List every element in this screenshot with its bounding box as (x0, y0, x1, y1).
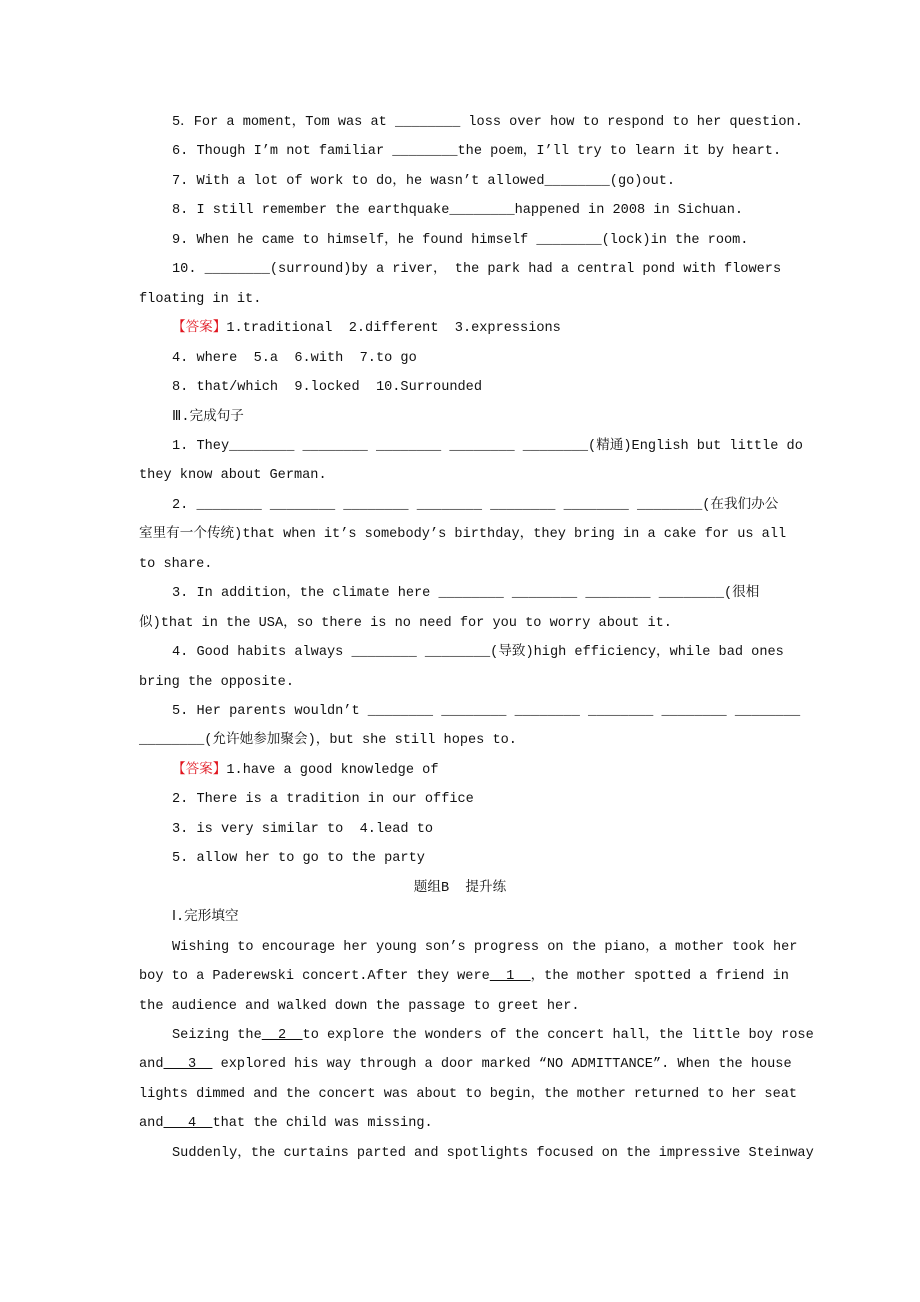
text-line (139, 614, 672, 634)
text-line (139, 967, 789, 987)
text-line (139, 525, 786, 545)
text-segment: 2. ________ ________ ________ ________ ________ ________ ________(在我们办公 (172, 497, 779, 513)
text-line (172, 761, 438, 781)
text-segment: 1.have a good knowledge of (226, 762, 439, 778)
text-segment: to explore the wonders of the concert hall，the little boy rose (302, 1027, 814, 1043)
text-segment: lights dimmed and the concert was about to begin，the mother returned to her seat (139, 1086, 798, 1102)
text-segment: 10. ________(surround)by a river， the park had a central pond with flowers (172, 262, 782, 278)
text-line (172, 319, 561, 339)
text-line (172, 113, 803, 133)
cloze-blank: 4 (163, 1116, 213, 1132)
text-segment: explored his way through a door marked “NO ADMITTANCE”. When the house (212, 1057, 792, 1073)
text-segment: 2. There is a tradition in our office (172, 792, 474, 808)
text-line (139, 1085, 797, 1105)
text-segment: 1.traditional 2.different 3.expressions (226, 321, 561, 337)
text-line (172, 231, 748, 251)
text-line (172, 584, 759, 604)
text-segment: 5. Her parents wouldn’t ________ ________ ________ ________ ________ ________ (172, 704, 801, 719)
text-line (172, 938, 797, 958)
text-segment: that the child was missing. (212, 1116, 433, 1132)
text-segment: the audience and walked down the passage to greet her. (139, 998, 580, 1014)
text-line (172, 378, 482, 398)
text-line (172, 643, 784, 663)
text-line (172, 172, 675, 192)
text-segment: Suddenly，the curtains parted and spotlights focused on the impressive Steinway (172, 1145, 814, 1161)
text-segment: Ⅲ.完成句子 (172, 409, 244, 425)
text-segment: 似)that in the USA，so there is no need for you to worry about it. (139, 615, 672, 631)
text-segment: and (139, 1116, 164, 1132)
text-line (139, 1114, 433, 1134)
text-line (172, 408, 244, 428)
text-segment: ________(允许她参加聚会)，but she still hopes to. (139, 733, 517, 749)
cloze-blank: 2 (261, 1027, 303, 1043)
text-segment: floating in it. (139, 291, 262, 307)
text-segment: Wishing to encourage her young son’s progress on the piano，a mother took her (172, 939, 798, 955)
text-line (172, 702, 800, 722)
text-segment: ，the mother spotted a friend in (530, 969, 789, 985)
text-segment: 4. where 5.a 6.with 7.to go (172, 350, 417, 366)
text-line (172, 437, 803, 457)
text-line (172, 496, 778, 516)
text-segment: they know about German. (139, 468, 327, 484)
text-segment: 7. With a lot of work to do，he wasn’t allowed________(go)out. (172, 173, 676, 189)
text-segment: 8. I still remember the earthquake________happened in 2008 in Sichuan. (172, 203, 744, 219)
text-segment: 1. They________ ________ ________ ________ ________(精通)English but little do (172, 438, 803, 454)
text-line (172, 142, 781, 162)
text-segment: 5．For a moment，Tom was at ________ loss over how to respond to her question. (172, 115, 803, 130)
text-segment: 5. allow her to go to the party (172, 851, 425, 867)
text-segment: 8. that/which 9.locked 10.Surrounded (172, 380, 482, 396)
text-segment: bring the opposite. (139, 674, 294, 690)
text-line (139, 466, 327, 486)
text-line (139, 731, 517, 751)
text-line (139, 1055, 792, 1075)
text-segment: and (139, 1057, 164, 1073)
text-segment: 6. Though I’m not familiar ________the poem，I’ll try to learn it by heart. (172, 144, 782, 160)
text-segment: 3. In addition，the climate here ________ ________ ________ ________(很相 (172, 586, 760, 602)
text-line (172, 1026, 814, 1046)
text-line (139, 673, 294, 693)
text-line (172, 260, 781, 280)
answer-label: 【答案】 (172, 321, 227, 337)
text-line (139, 555, 212, 575)
text-line (172, 1144, 814, 1164)
text-segment: 4. Good habits always ________ ________(导致)high efficiency，while bad ones (172, 645, 784, 661)
text-line (0, 879, 920, 899)
cloze-blank: 3 (163, 1057, 213, 1073)
text-segment: 3. is very similar to 4.lead to (172, 821, 434, 837)
text-segment: 室里有一个传统)that when it’s somebody’s birthday，they bring in a cake for us all (139, 527, 787, 543)
text-segment: 题组B 提升练 (413, 880, 507, 896)
text-line (172, 201, 743, 221)
text-segment: to share. (139, 556, 213, 572)
answer-label: 【答案】 (172, 762, 227, 778)
cloze-blank: 1 (489, 969, 531, 985)
text-line (172, 820, 433, 840)
text-segment: boy to a Paderewski concert.After they were (139, 969, 490, 985)
text-line (172, 349, 417, 369)
text-segment: 9. When he came to himself，he found himself ________(lock)in the room. (172, 232, 749, 248)
text-line (139, 997, 580, 1017)
text-line (172, 790, 474, 810)
text-line (172, 849, 425, 869)
text-segment: Ⅰ.完形填空 (172, 910, 239, 926)
text-line (172, 908, 239, 928)
text-segment: Seizing the (172, 1027, 262, 1043)
text-line (139, 290, 261, 310)
